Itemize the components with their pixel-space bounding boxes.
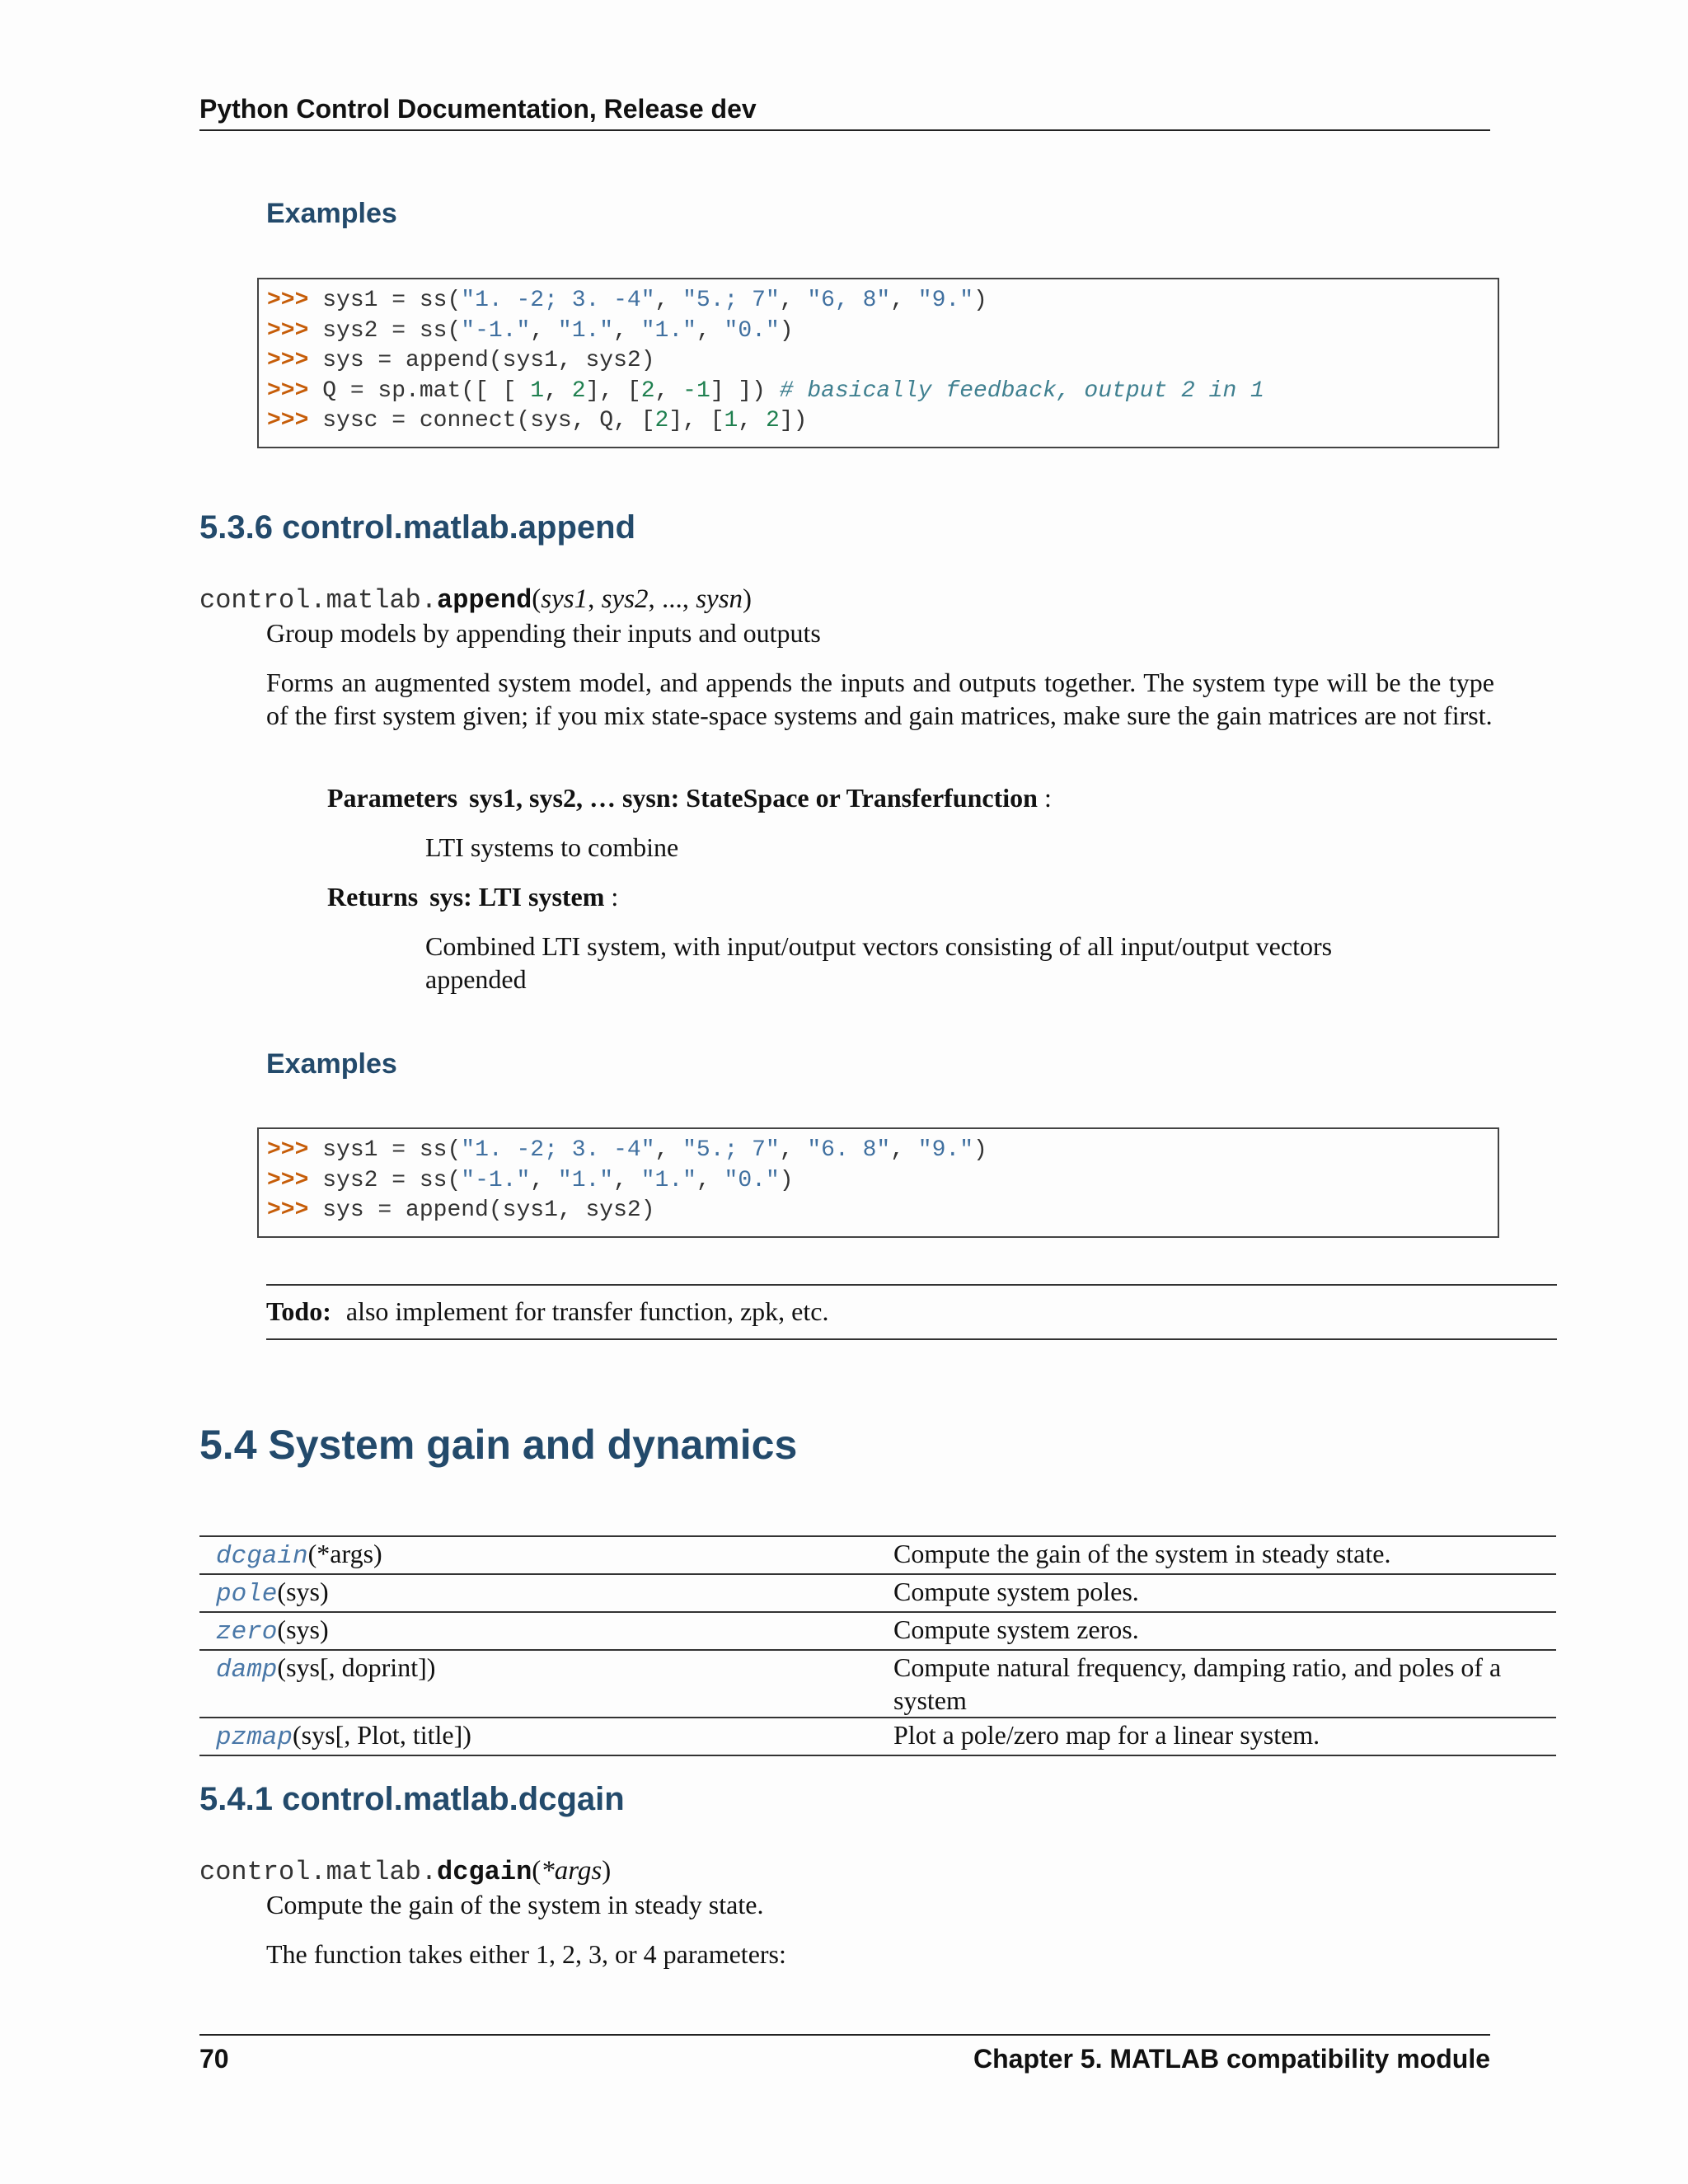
code-string: "0." [724, 317, 780, 344]
code-text: sys2 = ss( [308, 1167, 462, 1193]
params-term: sys1, sys2, … sysn: StateSpace or Transferfunction [469, 783, 1038, 813]
code-line [267, 346, 1489, 377]
examples-heading-append: Examples [266, 1048, 397, 1080]
code-text: Q = sp.mat([ [ [308, 377, 531, 404]
code-string: "-1." [461, 317, 531, 344]
examples-heading-connect: Examples [266, 198, 397, 229]
code-text: , [530, 1167, 558, 1193]
code-text: , [613, 1167, 641, 1193]
sig-separator: , ..., [648, 584, 696, 614]
function-args: (sys[, doprint]) [277, 1652, 436, 1682]
todo-text: also implement for transfer function, zpk, etc. [345, 1296, 829, 1326]
code-text: , [654, 377, 683, 404]
code-text: , [544, 377, 572, 404]
code-text: sys2 = ss( [308, 317, 462, 344]
code-text: ) [973, 288, 987, 313]
table-row [199, 1574, 1556, 1612]
table-row [199, 1536, 1556, 1574]
sig-param-sys2: sys2 [601, 584, 649, 614]
footer-rule [199, 2034, 1490, 2036]
function-cell [199, 1612, 893, 1650]
params-label: Parameters [327, 783, 458, 813]
code-line [267, 1136, 1489, 1166]
sig-param-sys1: sys1 [541, 584, 588, 614]
function-description: Compute the gain of the system in steady state. [893, 1536, 1556, 1574]
returns-label: Returns [327, 882, 419, 912]
code-text: , [530, 317, 558, 344]
code-text: ) [779, 317, 794, 344]
sig-param-sysn: sysn [696, 584, 743, 614]
function-link-dcgain[interactable]: dcgain [216, 1542, 308, 1571]
table-row [199, 1718, 1556, 1755]
params-description: LTI systems to combine [425, 832, 679, 862]
code-number: 1 [530, 377, 545, 404]
append-description: Forms an augmented system model, and appends the inputs and outputs together. The system type will be the type of the first system given; if you mix state-space systems and gain matrices, make sure the gain matrices are not first. [266, 668, 1494, 730]
header-rule [199, 129, 1490, 131]
table-row [199, 1612, 1556, 1650]
code-block-connect [257, 278, 1499, 448]
code-line [267, 377, 1489, 407]
code-text: ) [973, 1137, 987, 1163]
code-text: , [696, 317, 724, 344]
sig-function-name: dcgain [437, 1857, 532, 1887]
function-args: (sys) [277, 1577, 329, 1606]
code-text: ], [ [668, 408, 724, 434]
code-number: -1 [682, 377, 710, 404]
code-text: , [654, 1137, 683, 1163]
code-text: , [654, 288, 683, 313]
code-string: "-1." [461, 1167, 531, 1193]
returns-description: Combined LTI system, with input/output vectors consisting of all input/output vectors appended [425, 931, 1333, 994]
append-params-row [327, 781, 1052, 814]
page-number: 70 [199, 2044, 229, 2074]
code-string: "0." [724, 1167, 780, 1193]
code-text: ) [779, 1167, 794, 1193]
code-text: , [738, 408, 766, 434]
function-link-pzmap[interactable]: pzmap [216, 1723, 293, 1752]
code-number: 2 [571, 377, 586, 404]
append-summary: Group models by appending their inputs and outputs [266, 618, 821, 648]
function-args: (sys[, Plot, title]) [293, 1720, 471, 1750]
code-string: "1." [640, 317, 696, 344]
code-line [267, 1166, 1489, 1197]
code-string: "6. 8" [807, 1137, 891, 1163]
code-prompt: >>> [267, 348, 309, 374]
todo-note [266, 1295, 828, 1328]
params-colon: : [1037, 783, 1052, 813]
sig-close-paren: ) [743, 584, 753, 614]
table-row [199, 1650, 1556, 1718]
code-prompt: >>> [267, 408, 309, 434]
dcgain-summary: Compute the gain of the system in steady state. [266, 1890, 764, 1919]
section-heading-gain: 5.4 System gain and dynamics [199, 1422, 798, 1468]
code-string: "9." [917, 1137, 974, 1163]
code-prompt: >>> [267, 288, 309, 313]
code-text: , [613, 317, 641, 344]
code-text: ]) [779, 408, 808, 434]
code-string: "5.; 7" [682, 1137, 780, 1163]
code-string: "6, 8" [807, 288, 891, 313]
code-prompt: >>> [267, 1137, 309, 1163]
code-text: , [779, 1137, 808, 1163]
code-string: "1. -2; 3. -4" [461, 288, 655, 313]
code-prompt: >>> [267, 1167, 309, 1193]
function-cell [199, 1650, 893, 1718]
section-heading-dcgain: 5.4.1 control.matlab.dcgain [199, 1781, 625, 1817]
code-prompt: >>> [267, 377, 309, 404]
append-returns-row [327, 880, 618, 913]
code-text: sysc = connect(sys, Q, [ [308, 408, 655, 434]
code-text: , [890, 1137, 918, 1163]
sig-open-paren: ( [532, 1856, 542, 1886]
code-number: 2 [654, 408, 669, 434]
sig-separator: , [588, 584, 602, 614]
function-link-pole[interactable]: pole [216, 1580, 278, 1609]
function-args: (sys) [277, 1615, 329, 1644]
code-text: ], [ [585, 377, 641, 404]
function-description: Compute system poles. [893, 1574, 1556, 1612]
sig-close-paren: ) [602, 1856, 612, 1886]
function-cell [199, 1574, 893, 1612]
function-link-zero[interactable]: zero [216, 1618, 278, 1647]
code-string: "5.; 7" [682, 288, 780, 313]
running-header: Python Control Documentation, Release dev [199, 94, 757, 124]
todo-bottom-rule [266, 1338, 1557, 1340]
code-line [267, 286, 1489, 316]
code-line [267, 1196, 1489, 1226]
code-text: , [696, 1167, 724, 1193]
code-text: ] ]) [710, 377, 780, 404]
sig-module: control.matlab. [199, 1857, 438, 1887]
function-args: (*args) [307, 1539, 382, 1568]
code-line [267, 406, 1489, 437]
code-text: sys1 = ss( [308, 1137, 462, 1163]
code-string: "1." [640, 1167, 696, 1193]
dcgain-signature [199, 1856, 611, 1887]
function-description: Plot a pole/zero map for a linear system. [893, 1718, 1556, 1755]
function-summary-table [199, 1535, 1556, 1756]
sig-param-args: *args [541, 1856, 603, 1886]
sig-function-name: append [437, 585, 532, 616]
todo-top-rule [266, 1284, 1557, 1286]
code-string: "1." [557, 1167, 614, 1193]
function-cell [199, 1536, 893, 1574]
function-description: Compute natural frequency, damping ratio, and poles of a system [893, 1650, 1556, 1718]
function-description: Compute system zeros. [893, 1612, 1556, 1650]
append-signature [199, 584, 752, 616]
dcgain-description: The function takes either 1, 2, 3, or 4 parameters: [266, 1939, 786, 1969]
code-block-append [257, 1127, 1499, 1238]
code-string: "9." [917, 288, 974, 313]
sig-module: control.matlab. [199, 585, 438, 616]
code-prompt: >>> [267, 317, 309, 344]
code-comment: # basically feedback, output 2 in 1 [779, 377, 1264, 404]
code-prompt: >>> [267, 1197, 309, 1224]
code-text: , [779, 288, 808, 313]
chapter-label: Chapter 5. MATLAB compatibility module [973, 2044, 1490, 2074]
function-link-damp[interactable]: damp [216, 1656, 278, 1685]
code-text: sys = append(sys1, sys2) [308, 1197, 655, 1224]
returns-term: sys: LTI system [429, 882, 605, 912]
code-text: sys1 = ss( [308, 288, 462, 313]
sig-open-paren: ( [532, 584, 542, 614]
function-cell [199, 1718, 893, 1755]
code-string: "1." [557, 317, 614, 344]
section-heading-append: 5.3.6 control.matlab.append [199, 509, 636, 546]
code-line [267, 316, 1489, 347]
todo-label: Todo: [266, 1296, 331, 1326]
code-number: 2 [640, 377, 655, 404]
code-number: 1 [724, 408, 738, 434]
code-text: , [890, 288, 918, 313]
code-string: "1. -2; 3. -4" [461, 1137, 655, 1163]
code-number: 2 [765, 408, 780, 434]
returns-colon: : [604, 882, 619, 912]
code-text: sys = append(sys1, sys2) [308, 348, 655, 374]
